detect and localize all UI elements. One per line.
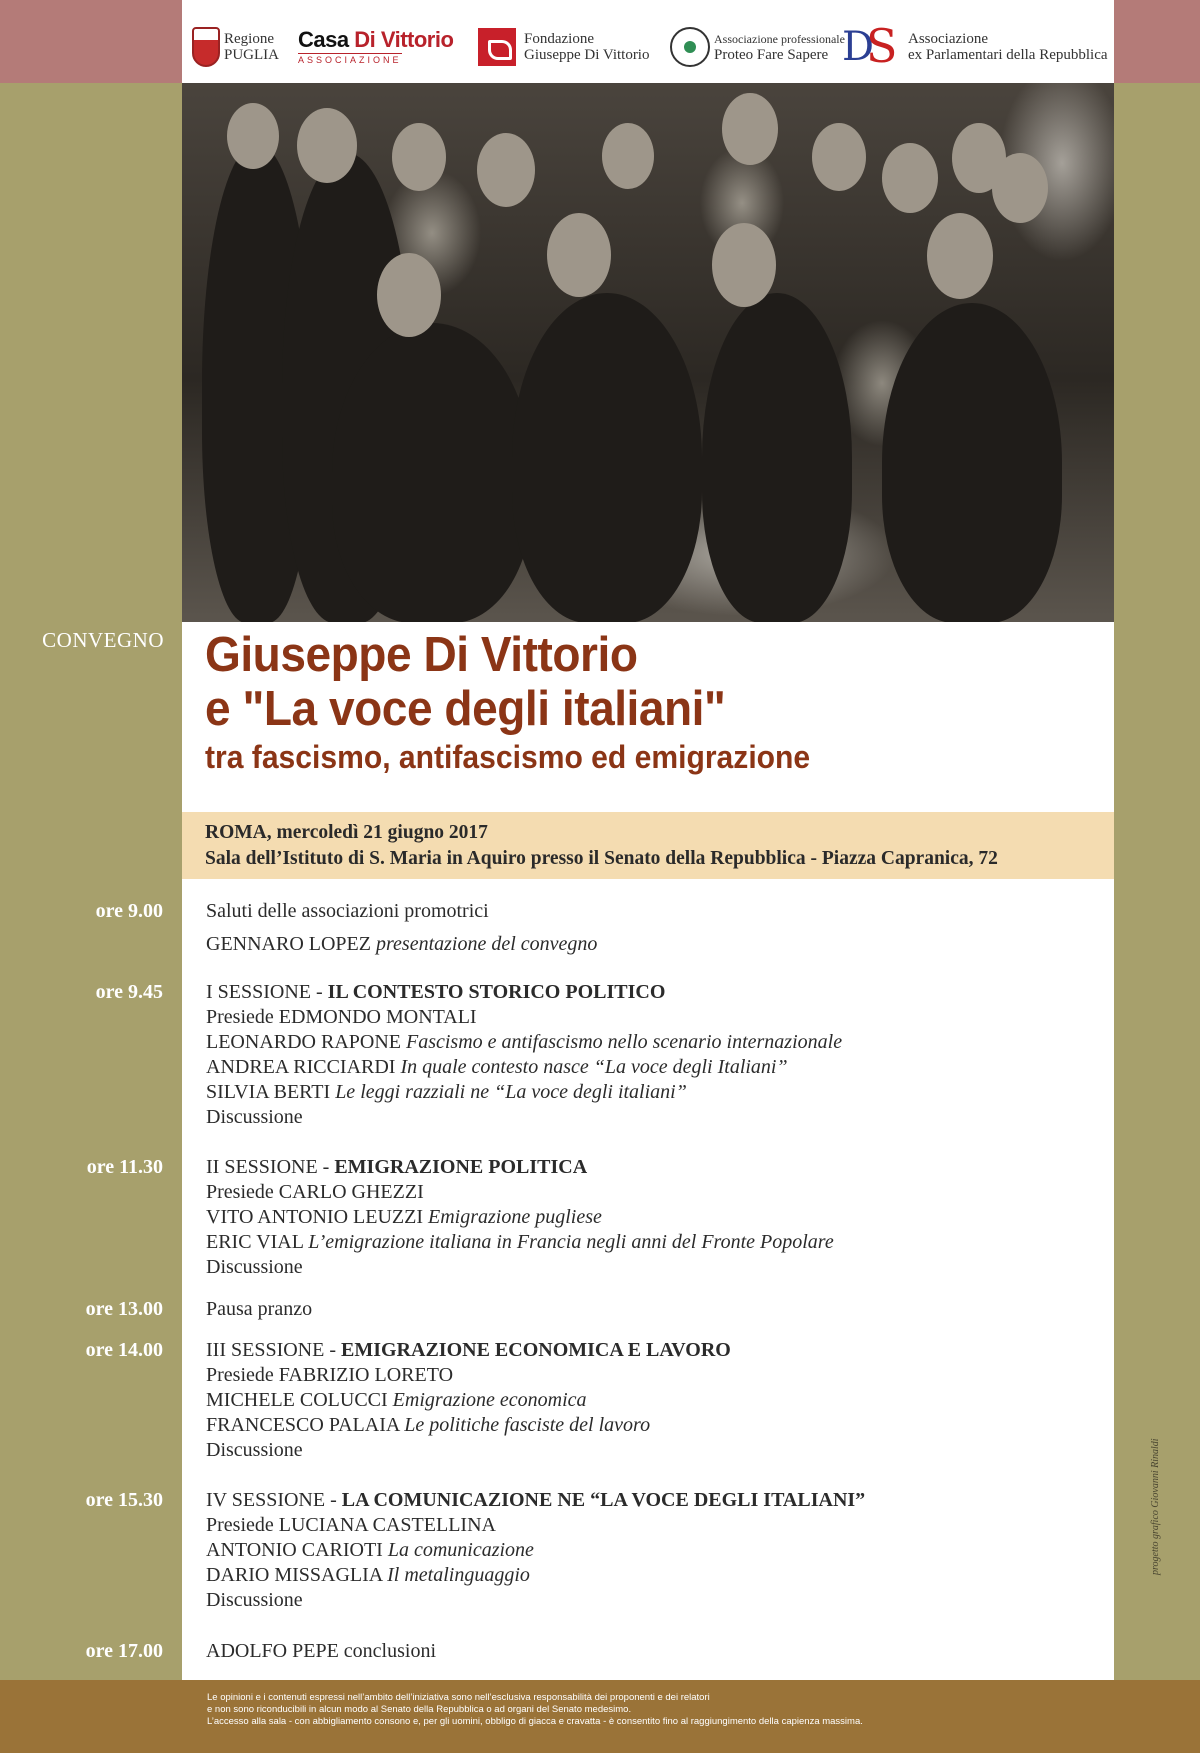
time-label: ore 17.00 [85, 1640, 163, 1662]
puglia-line2: PUGLIA [224, 47, 279, 63]
design-credit: progetto grafico Giovanni Rinaldi [1150, 1438, 1161, 1575]
program-row: DARIO MISSAGLIA Il metalinguaggio [206, 1564, 530, 1586]
program-row: FRANCESCO PALAIA Le politiche fasciste del lavoro [206, 1414, 651, 1436]
program-row: ADOLFO PEPE conclusioni [206, 1640, 437, 1662]
program-row: VITO ANTONIO LEUZZI Emigrazione pugliese [206, 1206, 602, 1228]
disclaimer-line2: e non sono riconducibili in alcun modo al Senato della Repubblica o ad organi del Senato medesimo. [207, 1704, 632, 1715]
legal-disclaimer [207, 1692, 1027, 1728]
program-row: Pausa pranzo [206, 1298, 313, 1320]
venue-info [205, 820, 1105, 872]
proteo-line2: Proteo Fare Sapere [714, 47, 829, 63]
program-row: IV SESSIONE - LA COMUNICAZIONE NE “LA VOCE DEGLI ITALIANI” [206, 1489, 866, 1511]
ds-monogram-icon: D S [842, 19, 898, 73]
program-row: II SESSIONE - EMIGRAZIONE POLITICA [206, 1156, 588, 1178]
program-block [206, 899, 1106, 957]
program-row: ERIC VIAL L’emigrazione italiana in Francia negli anni del Fronte Popolare [206, 1231, 834, 1253]
casa-word1: Casa [298, 27, 349, 52]
title-subtitle: tra fascismo, antifascismo ed emigrazione [205, 739, 811, 775]
program-block [206, 1639, 1106, 1664]
program-row: Discussione [206, 1106, 303, 1128]
exparl-line1: Associazione [908, 31, 988, 47]
program-row: Discussione [206, 1256, 303, 1278]
program-block [206, 1488, 1106, 1613]
program-row: Presiede CARLO GHEZZI [206, 1181, 424, 1203]
program-block [206, 1338, 1106, 1463]
fondazione-logo [478, 20, 649, 74]
event-title [205, 628, 1105, 777]
program-row: Presiede EDMONDO MONTALI [206, 1006, 477, 1028]
time-label: ore 11.30 [86, 1156, 163, 1178]
program-row: Presiede FABRIZIO LORETO [206, 1364, 454, 1386]
time-label: ore 13.00 [85, 1298, 163, 1320]
ex-parlamentari-logo [842, 20, 1108, 74]
program-row: Discussione [206, 1589, 303, 1611]
disclaimer-line1: Le opinioni e i contenuti espressi nell’ambito dell’iniziativa sono nell’esclusiva responsabilità dei proponenti e dei relatori [207, 1692, 710, 1703]
puglia-crest-icon [192, 27, 220, 67]
casa-sub: ASSOCIAZIONE [298, 55, 402, 65]
program-block [206, 980, 1106, 1130]
casa-word2: Di Vittorio [354, 27, 454, 52]
historic-group-photo [182, 83, 1114, 622]
fondazione-line1: Fondazione [524, 31, 594, 47]
program-block [206, 1297, 1106, 1322]
venue-date: ROMA, mercoledì 21 giugno 2017 [205, 822, 488, 843]
title-line2: e "La voce degli italiani" [205, 682, 726, 736]
casa-di-vittorio-logo [298, 20, 453, 74]
program-row: I SESSIONE - IL CONTESTO STORICO POLITICO [206, 981, 666, 1003]
time-label: ore 9.00 [95, 900, 163, 922]
program-block [206, 1155, 1106, 1280]
program-row: III SESSIONE - EMIGRAZIONE ECONOMICA E LAVORO [206, 1339, 731, 1361]
time-label: ore 9.45 [95, 981, 163, 1003]
program-row: Presiede LUCIANA CASTELLINA [206, 1514, 496, 1536]
program-row: Discussione [206, 1439, 303, 1461]
venue-place: Sala dell’Istituto di S. Maria in Aquiro presso il Senato della Repubblica - Piazza Capranica, 72 [205, 848, 998, 869]
program-row: Saluti delle associazioni promotrici [206, 900, 489, 922]
fondazione-mark-icon [478, 28, 516, 66]
proteo-logo [670, 20, 845, 74]
convegno-label: CONVEGNO [42, 628, 164, 652]
time-label: ore 14.00 [85, 1339, 163, 1361]
fondazione-line2: Giuseppe Di Vittorio [524, 47, 650, 63]
program-row: ANTONIO CARIOTI La comunicazione [206, 1539, 534, 1561]
program-row: SILVIA BERTI Le leggi razziali ne “La voce degli italiani” [206, 1081, 687, 1103]
program-row: ANDREA RICCIARDI In quale contesto nasce “La voce degli Italiani” [206, 1056, 788, 1078]
program-row: LEONARDO RAPONE Fascismo e antifascismo nello scenario internazionale [206, 1031, 843, 1053]
proteo-mark-icon [670, 27, 710, 67]
program-row: GENNARO LOPEZ presentazione del convegno [206, 933, 598, 955]
program-row: MICHELE COLUCCI Emigrazione economica [206, 1389, 587, 1411]
title-line1: Giuseppe Di Vittorio [205, 628, 638, 682]
sponsor-logos [182, 12, 1114, 78]
proteo-line1: Associazione professionale [714, 32, 845, 46]
exparl-line2: ex Parlamentari della Repubblica [908, 47, 1108, 63]
disclaimer-line3: L’accesso alla sala - con abbigliamento consono e, per gli uomini, obbligo di giacca e cravatta - è consentito fino al raggiungimento della capienza massima. [207, 1716, 863, 1727]
puglia-line1: Regione [224, 31, 274, 47]
time-label: ore 15.30 [85, 1489, 163, 1511]
regione-puglia-logo [192, 20, 279, 74]
